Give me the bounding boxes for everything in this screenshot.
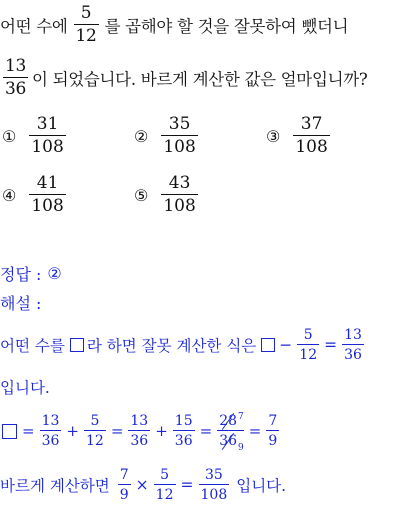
- fraction: $\frac{13}{36}$: [130, 413, 149, 449]
- fraction: $\frac{13}{36}$: [41, 413, 60, 449]
- explanation-line-1: 어떤 수를 라 하면 잘못 계산한 식은 − $\frac{5}{12}$ = $\frac{13}{36}$: [0, 327, 362, 363]
- fraction: $\frac{5}{12}$: [75, 3, 97, 46]
- fraction: $\frac{7}{9}$: [119, 467, 129, 503]
- choice-number: ④: [2, 185, 17, 205]
- fraction: $\frac{35}{108}$: [163, 114, 196, 157]
- explanation-label: 해설 :: [0, 293, 42, 313]
- choice-number: ③: [266, 126, 281, 146]
- question-line-1: [0, 3, 348, 47]
- blank-box: [261, 338, 275, 352]
- question-text: 이 되었습니다. 바르게 계산한 값은 얼마입니까?: [32, 70, 368, 89]
- choice-5[interactable]: [134, 175, 201, 215]
- blank-box: [70, 338, 84, 352]
- calculation-line: = $\frac{13}{36}$ + $\frac{5}{12}$ = $\frac{13}{36}$ + $\frac{15}{36}$ = $\frac{28^7}{36_9}$ = $\frac{7}{9}$: [0, 408, 282, 454]
- blank-box: [2, 424, 17, 439]
- choice-number: ①: [2, 126, 17, 146]
- fraction: $\frac{37}{108}$: [295, 114, 328, 157]
- question-text: 를 곱해야 할 것을 잘못하여 뺐더니: [104, 17, 349, 36]
- answer-line: [0, 262, 62, 284]
- fraction: $\frac{13}{36}$: [5, 56, 27, 99]
- question-line-2: [0, 56, 367, 100]
- answer-label: 정답 :: [0, 264, 42, 284]
- choice-3[interactable]: [266, 116, 333, 156]
- explanation-line-2: 입니다.: [0, 379, 50, 397]
- fraction: $\frac{35}{108}$: [200, 467, 228, 503]
- choice-2[interactable]: [134, 116, 201, 156]
- fraction: $\frac{13}{36}$: [344, 327, 362, 363]
- fraction: $\frac{5}{12}$: [299, 327, 318, 363]
- question-text: 어떤 수에: [0, 17, 68, 36]
- fraction: $\frac{41}{108}$: [31, 173, 64, 216]
- fraction: $\frac{43}{108}$: [163, 173, 196, 216]
- fraction: $\frac{31}{108}$: [31, 114, 64, 157]
- fraction: $\frac{5}{12}$: [85, 413, 104, 449]
- reduced-fraction: $\frac{28^7}{36_9}$: [219, 412, 244, 453]
- answer-value: ②: [47, 263, 62, 283]
- fraction: $\frac{7}{9}$: [268, 413, 278, 449]
- choice-number: ②: [134, 126, 149, 146]
- choice-number: ⑤: [134, 185, 149, 205]
- fraction: $\frac{15}{36}$: [174, 413, 193, 449]
- choice-4[interactable]: [2, 175, 69, 215]
- explanation-line-4: 바르게 계산하면 $\frac{7}{9}$ × $\frac{5}{12}$ = $\frac{35}{108}$ 입니다.: [0, 467, 287, 503]
- fraction: $\frac{5}{12}$: [155, 467, 174, 503]
- choice-1[interactable]: [2, 116, 69, 156]
